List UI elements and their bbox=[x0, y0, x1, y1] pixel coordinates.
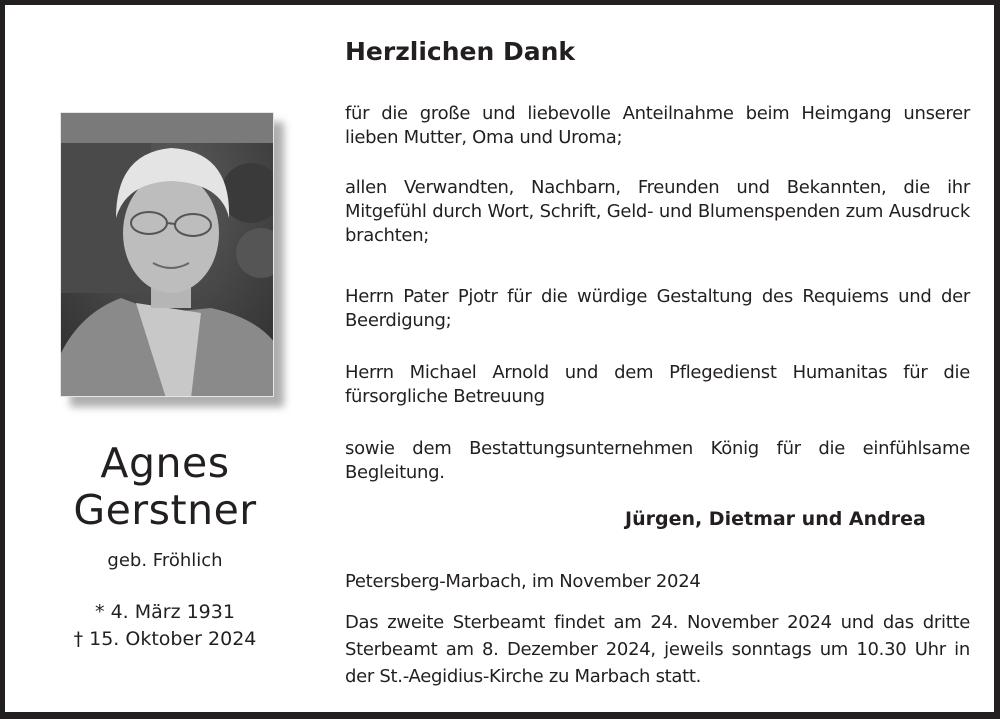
portrait-photo-container bbox=[60, 112, 274, 397]
maiden-name: geb. Fröhlich bbox=[107, 550, 223, 571]
notice-heading: Herzlichen Dank bbox=[345, 37, 576, 66]
birth-date: * 4. März 1931 bbox=[95, 601, 235, 623]
service-info: Das zweite Sterbeamt findet am 24. November 2024 und das dritte Sterbeamt am 8. Dezember 2024, jeweils sonntags um 10.30 Uhr in der St.-Aegidius-Kirche zu Marbach statt. bbox=[345, 612, 970, 687]
deceased-last-name: Gerstner bbox=[73, 486, 257, 534]
deceased-first-name: Agnes bbox=[100, 439, 230, 487]
portrait-photo bbox=[60, 112, 274, 397]
death-date: † 15. Oktober 2024 bbox=[73, 628, 257, 650]
portrait-image-icon bbox=[61, 113, 274, 397]
family-signature: Jürgen, Dietmar und Andrea bbox=[625, 508, 926, 530]
thanks-paragraph: Herrn Michael Arnold und dem Pflegedienst Humanitas für die fürsorgliche Betreuung bbox=[345, 362, 970, 407]
thanks-paragraph: allen Verwandten, Nachbarn, Freunden und Bekannten, die ihr Mitgefühl durch Wort, Schrift, Geld- und Blumenspenden zum Ausdruck brachten; bbox=[345, 177, 970, 246]
thanks-paragraph: für die große und liebevolle Anteilnahme beim Heimgang unserer lieben Mutter, Oma und Uroma; bbox=[345, 103, 970, 148]
thanks-paragraph: sowie dem Bestattungsunternehmen König für die einfühlsame Begleitung. bbox=[345, 438, 970, 483]
place-and-date: Petersberg-Marbach, im November 2024 bbox=[345, 571, 701, 592]
thanks-paragraph: Herrn Pater Pjotr für die würdige Gestaltung des Requiems und der Beerdigung; bbox=[345, 286, 970, 331]
